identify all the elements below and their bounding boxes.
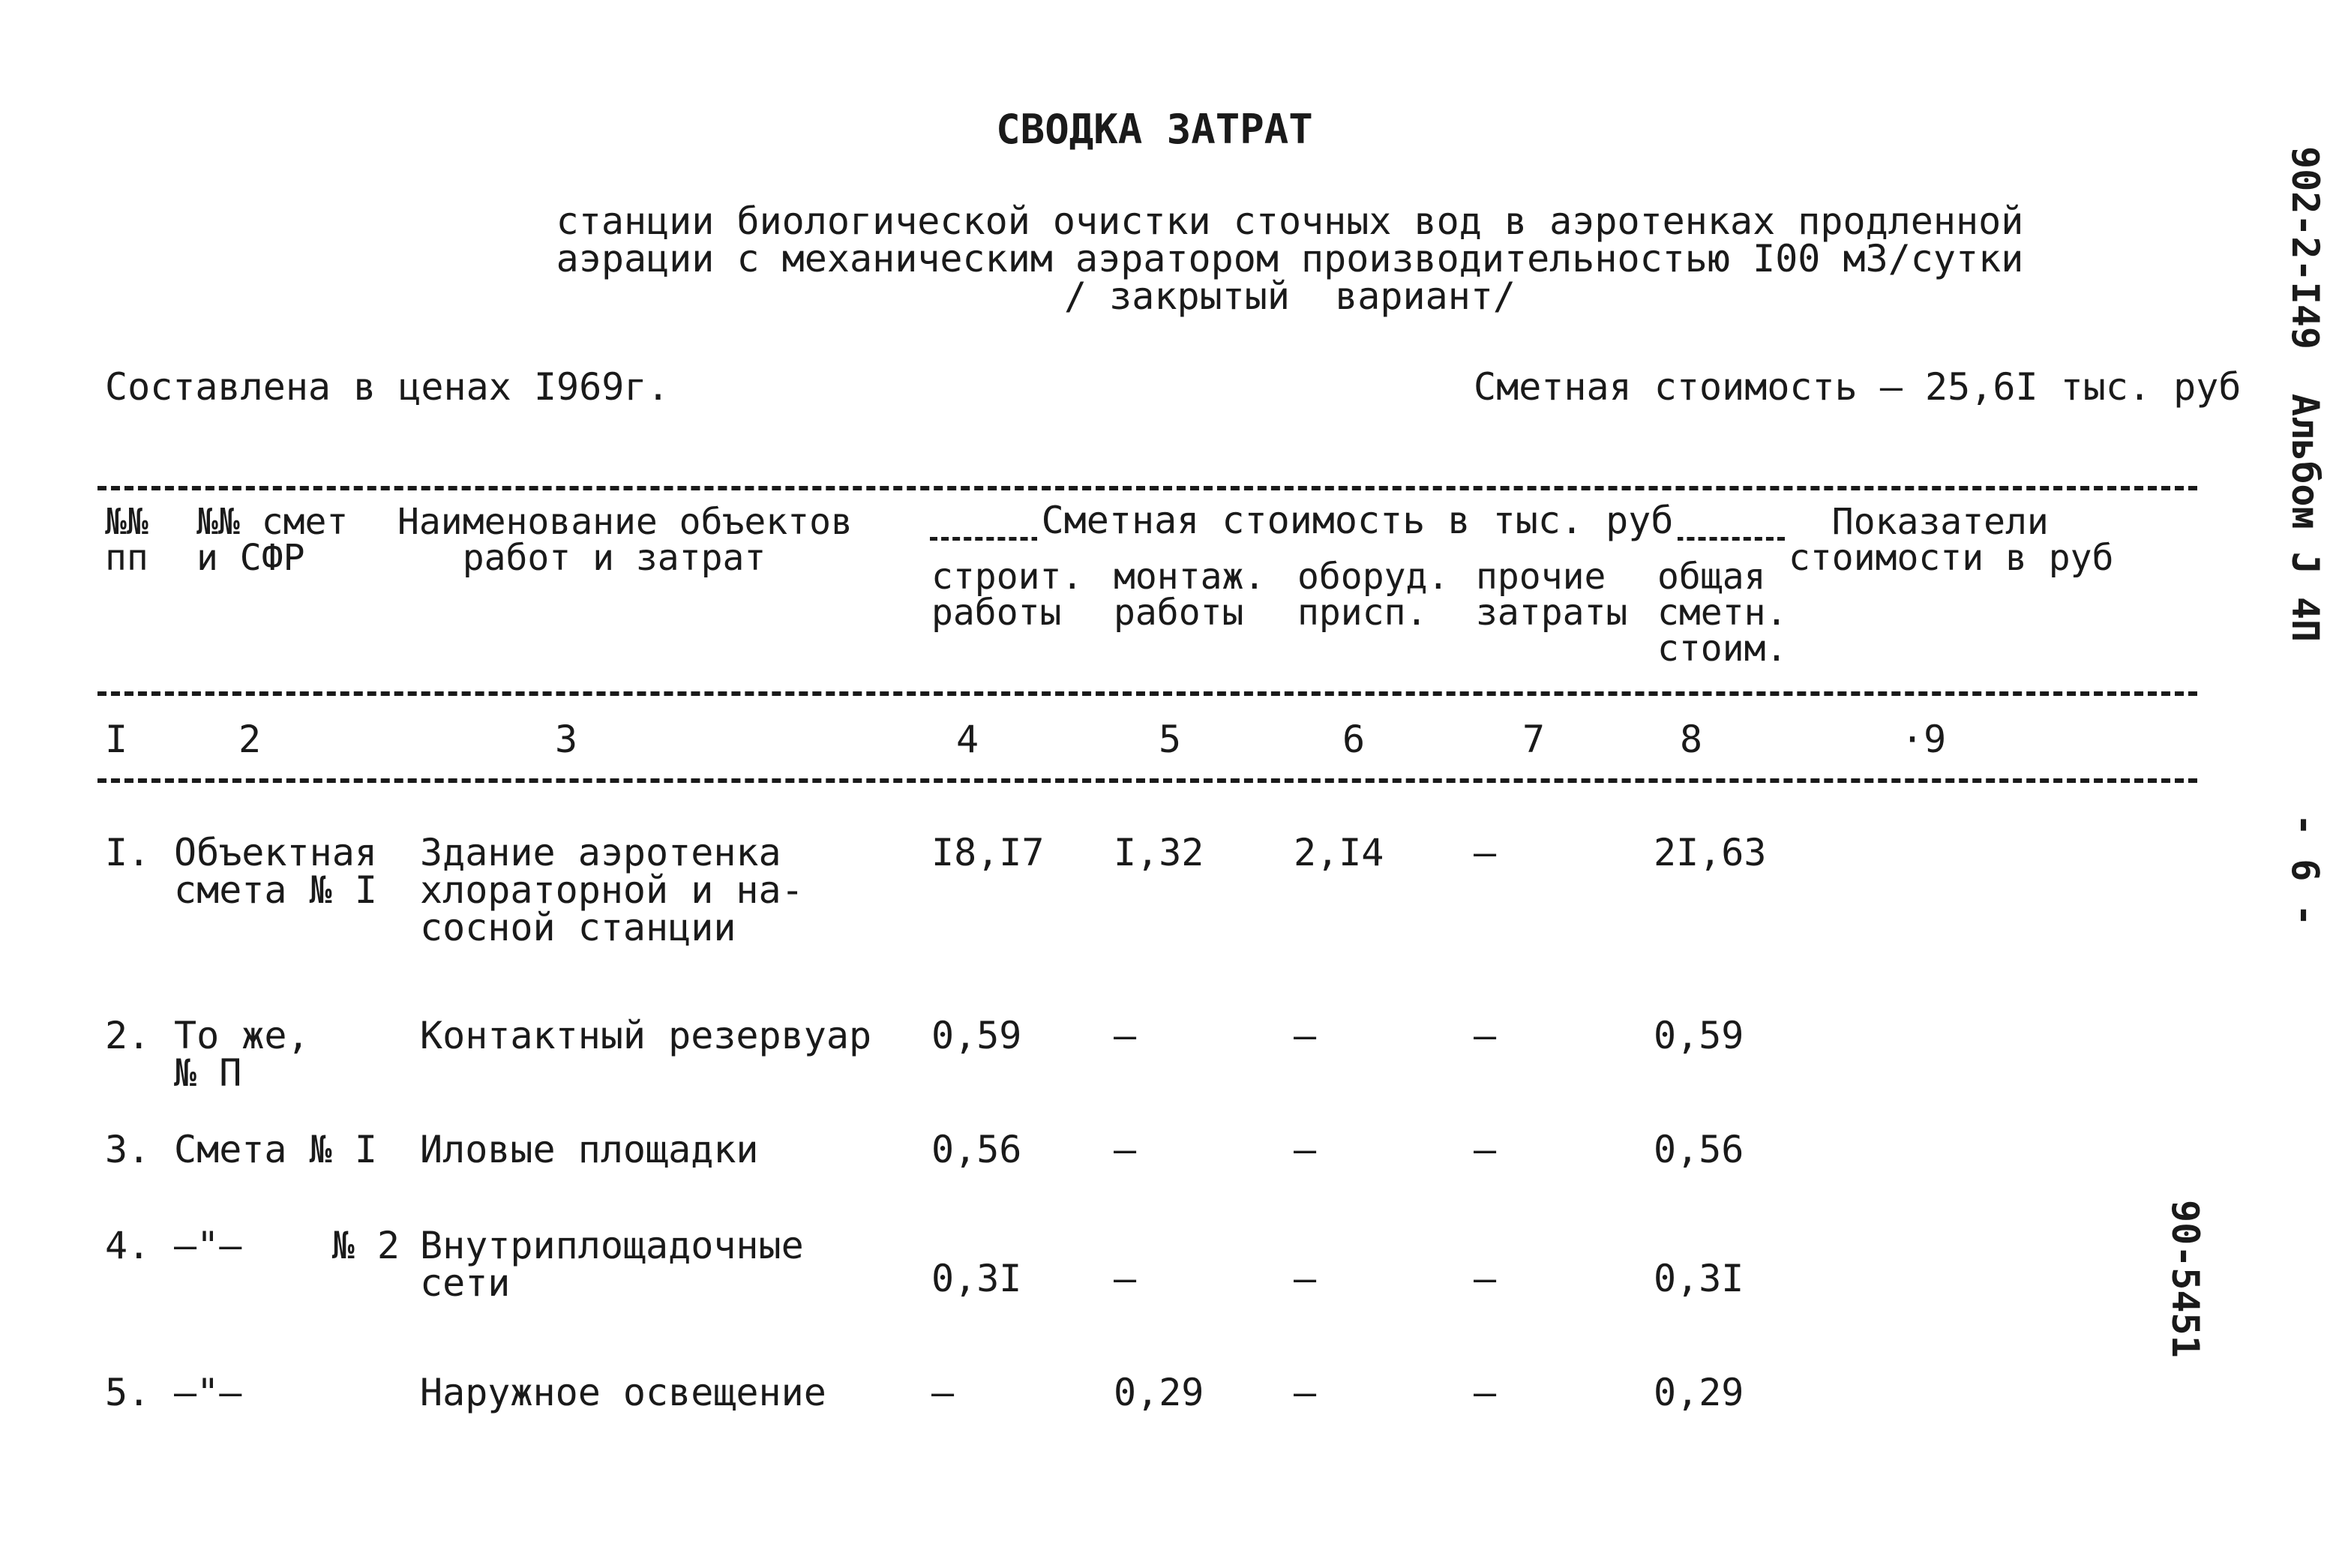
subtitle-line-3: / закрытый вариант/ <box>1063 274 1516 318</box>
row-installation: 0,29 <box>1114 1371 1204 1414</box>
row-total: 0,56 <box>1654 1128 1744 1171</box>
header-col-5: монтаж. работы <box>1114 556 1266 634</box>
row-other: – <box>1474 1371 1497 1414</box>
row-name: Наружное освещение <box>420 1371 826 1414</box>
row-construction: I8,I7 <box>931 831 1045 874</box>
row-estimate: То же, № П <box>174 1014 310 1095</box>
header-col-7: прочие затраты <box>1476 556 1628 634</box>
row-equipment: – <box>1294 1014 1317 1057</box>
document-subtitle <box>555 199 2025 318</box>
column-number-1: I <box>105 718 128 761</box>
column-number-4: 4 <box>956 718 979 761</box>
row-installation: I,32 <box>1114 831 1204 874</box>
side-album-label: Альбом J 4П <box>2284 394 2327 643</box>
row-construction: 0,3I <box>931 1257 1022 1300</box>
header-col-1: №№ пп <box>105 501 148 579</box>
row-name: Здание аэротенка хлораторной и на- сосной станции <box>420 831 804 949</box>
row-installation: – <box>1114 1257 1137 1300</box>
column-number-9: ·9 <box>1901 718 1947 761</box>
column-number-5: 5 <box>1159 718 1182 761</box>
row-estimate: –"– № 2 <box>174 1224 400 1267</box>
side-page-label: - 6 - <box>2284 814 2327 927</box>
row-name: Внутриплощадочные сети <box>420 1224 804 1305</box>
group-header-label: Сметная стоимость в тыс. руб <box>1037 499 1678 542</box>
row-other: – <box>1474 1128 1497 1171</box>
header-col-8: общая сметн. стоим. <box>1657 556 1788 670</box>
row-construction: 0,59 <box>931 1014 1022 1057</box>
row-total: 0,59 <box>1654 1014 1744 1057</box>
row-number: I. <box>105 831 151 874</box>
row-equipment: – <box>1294 1371 1317 1414</box>
row-other: – <box>1474 1257 1497 1300</box>
row-equipment: – <box>1294 1257 1317 1300</box>
table-header-rule <box>97 691 2197 696</box>
subtitle-line-1: станции биологической очистки сточных вод в аэротенках продленной <box>556 199 2024 243</box>
group-header <box>930 501 1785 543</box>
row-estimate: –"– <box>174 1371 242 1414</box>
row-name: Контактный резервуар <box>420 1014 872 1057</box>
row-estimate: Объектная смета № I <box>174 831 377 912</box>
header-col-4: строит. работы <box>931 556 1084 634</box>
header-col-6: оборуд. присп. <box>1297 556 1450 634</box>
row-total: 0,3I <box>1654 1257 1744 1300</box>
document-title: СВОДКА ЗАТРАТ <box>996 106 1313 153</box>
row-equipment: – <box>1294 1128 1317 1171</box>
side-code-label: 902-2-I49 <box>2284 146 2327 349</box>
header-col-3: Наименование объектов работ и затрат <box>397 501 853 579</box>
row-total: 2I,63 <box>1654 831 1767 874</box>
row-other: – <box>1474 1014 1497 1057</box>
row-number: 2. <box>105 1014 151 1057</box>
row-installation: – <box>1114 1014 1137 1057</box>
table-numbers-rule <box>97 778 2197 783</box>
row-number: 3. <box>105 1128 151 1171</box>
header-col-2: №№ смет и СФР <box>196 501 349 579</box>
row-construction: – <box>931 1371 955 1414</box>
column-number-7: 7 <box>1522 718 1546 761</box>
row-total: 0,29 <box>1654 1371 1744 1414</box>
prices-note: Составлена в ценах I969г. <box>105 365 670 409</box>
row-name: Иловые площадки <box>420 1128 759 1171</box>
row-construction: 0,56 <box>931 1128 1022 1171</box>
column-number-8: 8 <box>1680 718 1703 761</box>
row-estimate: Смета № I <box>174 1128 377 1171</box>
row-other: – <box>1474 831 1497 874</box>
row-installation: – <box>1114 1128 1137 1171</box>
column-number-2: 2 <box>238 718 262 761</box>
column-number-6: 6 <box>1342 718 1366 761</box>
row-number: 5. <box>105 1371 151 1414</box>
column-number-3: 3 <box>555 718 578 761</box>
row-number: 4. <box>105 1224 151 1267</box>
header-col-9: Показатели стоимости в руб <box>1789 501 2114 579</box>
subtitle-line-2: аэрации с механическим аэратором производительностью I00 м3/сутки <box>556 237 2024 280</box>
estimated-cost: Сметная стоимость – 25,6I тыс. руб <box>1474 365 2242 409</box>
side-stamp-label: 90-5451 <box>2164 1200 2207 1358</box>
table-top-rule <box>97 486 2197 490</box>
row-equipment: 2,I4 <box>1294 831 1384 874</box>
